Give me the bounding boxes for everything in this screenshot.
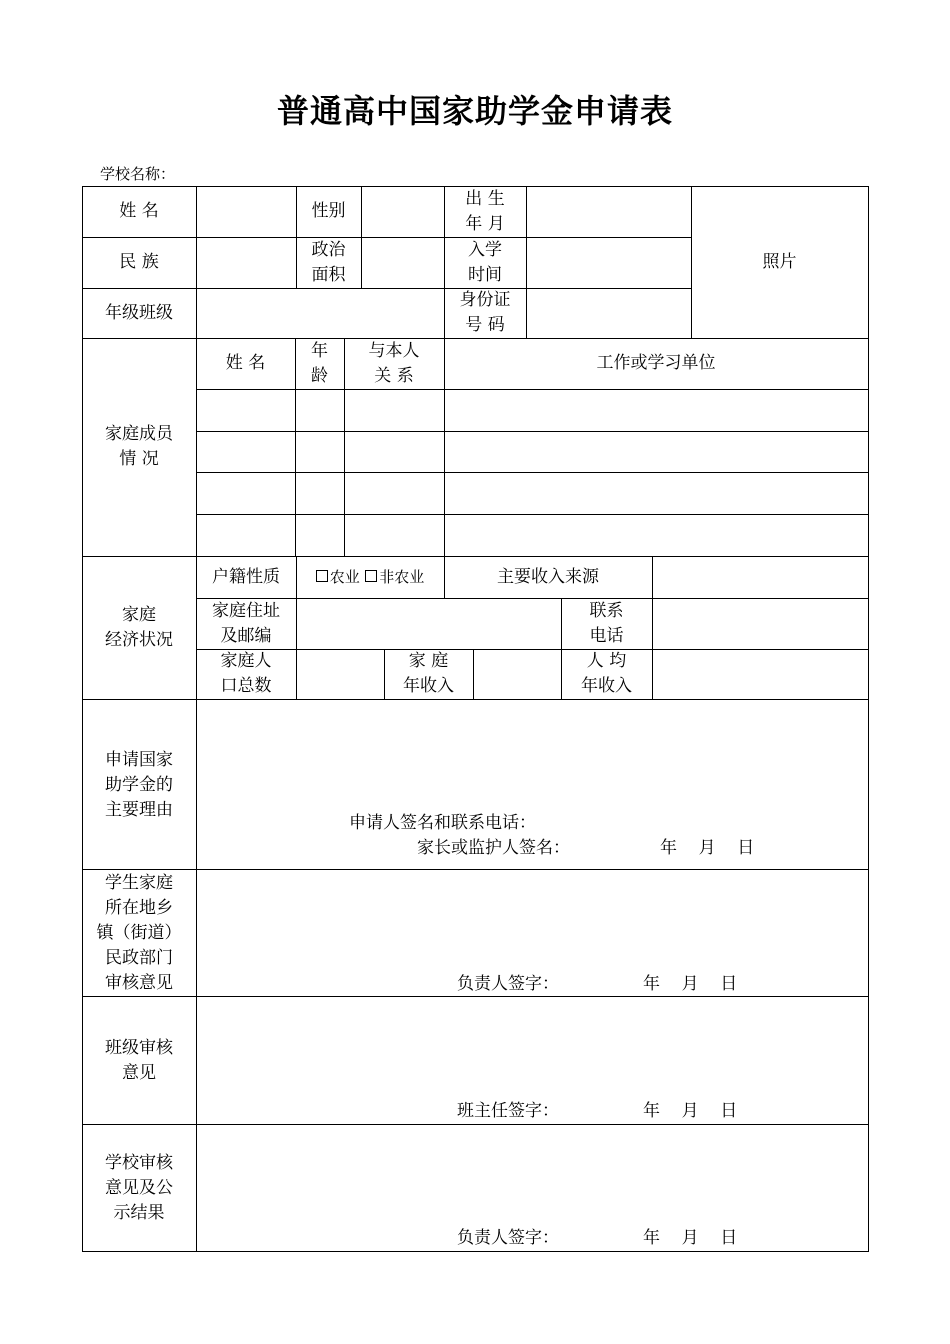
school-name-label: 学校名称：	[100, 165, 176, 183]
phone-label-line2: 电话	[589, 625, 624, 646]
reason-field[interactable]	[197, 700, 868, 800]
address-field[interactable]	[296, 598, 561, 649]
class-review-label-line2: 意见	[122, 1063, 156, 1083]
economy-section-label	[82, 556, 196, 699]
population-label-line2: 口总数	[220, 676, 272, 696]
birth-date-label-line1: 出 生	[465, 188, 505, 209]
hukou-option-nonagri[interactable]	[365, 565, 424, 590]
class-teacher-signature-label: 班主任签字：	[457, 1101, 559, 1121]
civil-label-line5: 审核意见	[105, 972, 173, 993]
school-signature-label: 负责人签字：	[457, 1228, 559, 1248]
birth-date-label-line2: 年 月	[465, 213, 505, 234]
per-capita-income-label	[561, 649, 652, 699]
gender-label: 性别	[311, 201, 346, 221]
per-capita-income-field[interactable]	[652, 649, 868, 699]
family-col-age	[295, 338, 344, 389]
ethnicity-field[interactable]	[196, 237, 296, 288]
annual-income-label-line1: 家 庭	[408, 651, 449, 671]
reason-label-line2: 助学金的	[105, 774, 173, 795]
address-label	[196, 598, 296, 649]
family-col-workplace: 工作或学习单位	[596, 353, 716, 373]
hukou-option-agri-label: 农业	[329, 567, 360, 586]
enrollment-date-label-line1: 入学	[468, 239, 502, 260]
school-review-label-line1: 学校审核	[105, 1152, 173, 1173]
hukou-label: 户籍性质	[212, 566, 280, 587]
family-rows	[196, 389, 868, 556]
id-number-label	[444, 288, 526, 338]
population-field[interactable]	[296, 649, 384, 699]
enrollment-date-field[interactable]	[526, 237, 691, 288]
hukou-option-agri[interactable]	[316, 565, 360, 590]
family-col-age-line1: 年	[311, 340, 328, 361]
civil-review-field[interactable]	[197, 870, 868, 965]
address-label-line2: 及邮编	[220, 625, 272, 646]
enrollment-date-label-line2: 时间	[468, 264, 502, 285]
ethnicity-label: 民 族	[119, 252, 159, 272]
enrollment-date-label	[444, 237, 526, 288]
id-number-label-line1: 身份证	[459, 290, 511, 310]
phone-field[interactable]	[652, 598, 868, 649]
phone-label-line1: 联系	[589, 600, 624, 621]
reason-label-line3: 主要理由	[105, 799, 173, 820]
school-review-label-line3: 示结果	[113, 1202, 165, 1223]
family-members-section-label	[82, 338, 196, 556]
table-row[interactable]	[196, 472, 868, 514]
annual-income-label	[384, 649, 473, 699]
political-status-field[interactable]	[361, 237, 444, 288]
hukou-options	[296, 556, 444, 598]
guardian-signature-label: 家长或监护人签名：	[417, 838, 570, 858]
family-col-age-line2: 龄	[311, 365, 328, 386]
id-number-field[interactable]	[526, 288, 691, 338]
checkbox-nonagri[interactable]	[365, 570, 377, 582]
civil-label-line1: 学生家庭	[105, 872, 173, 893]
per-capita-label-line2: 年收入	[581, 676, 632, 696]
address-label-line1: 家庭住址	[212, 600, 280, 621]
id-number-label-line2: 号 码	[465, 315, 505, 335]
income-source-field[interactable]	[652, 556, 868, 598]
family-members-label-line1: 家庭成员	[105, 424, 173, 444]
reason-section-label	[82, 740, 196, 830]
economy-label-line2: 经济状况	[105, 629, 173, 650]
political-status-label-line2: 面积	[311, 264, 346, 285]
civil-label-line4: 民政部门	[105, 947, 173, 968]
civil-signature-label: 负责人签字：	[457, 974, 559, 994]
phone-label	[561, 598, 652, 649]
political-status-label	[296, 237, 361, 288]
population-label-line1: 家庭人	[220, 651, 272, 671]
per-capita-label-line1: 人 均	[586, 651, 627, 671]
political-status-label-line1: 政治	[311, 239, 346, 260]
table-row[interactable]	[196, 514, 868, 556]
photo-box: 照片	[762, 251, 797, 272]
class-review-section-label	[82, 1036, 196, 1086]
class-review-label-line1: 班级审核	[105, 1038, 173, 1058]
annual-income-field[interactable]	[473, 649, 561, 699]
class-review-date: 年 月 日	[643, 1101, 738, 1121]
family-col-relation-line1: 与本人	[368, 340, 420, 361]
civil-label-line3: 镇（街道）	[96, 922, 182, 943]
family-col-relation	[344, 338, 444, 389]
income-source-label: 主要收入来源	[497, 566, 599, 587]
school-review-label-line2: 意见及公	[105, 1177, 173, 1198]
name-label: 姓 名	[119, 201, 159, 221]
grade-class-label: 年级班级	[105, 302, 173, 323]
table-row[interactable]	[196, 389, 868, 431]
birth-date-field[interactable]	[526, 186, 691, 237]
form-title: 普通高中国家助学金申请表	[276, 92, 673, 130]
name-field[interactable]	[196, 186, 296, 237]
civil-review-section-label	[82, 870, 196, 996]
grade-class-field[interactable]	[196, 288, 444, 338]
family-col-name: 姓 名	[225, 353, 266, 373]
civil-date: 年 月 日	[643, 974, 738, 994]
gender-field[interactable]	[361, 186, 444, 237]
school-review-date: 年 月 日	[643, 1228, 738, 1248]
civil-label-line2: 所在地乡	[105, 897, 173, 918]
school-review-section-label	[82, 1150, 196, 1226]
economy-label-line1: 家庭	[122, 604, 156, 625]
table-row[interactable]	[196, 431, 868, 472]
reason-label-line1: 申请国家	[105, 749, 173, 770]
family-members-label-line2: 情 况	[119, 449, 159, 469]
family-col-relation-line2: 关 系	[374, 365, 414, 386]
school-review-field[interactable]	[197, 1125, 868, 1220]
hukou-option-nonagri-label: 非农业	[379, 567, 425, 586]
annual-income-label-line2: 年收入	[403, 676, 454, 696]
class-review-field[interactable]	[197, 997, 868, 1092]
population-label	[196, 649, 296, 699]
birth-date-label	[444, 186, 526, 237]
checkbox-agri[interactable]	[316, 570, 328, 582]
reason-date: 年 月 日	[660, 838, 755, 858]
applicant-signature-label: 申请人签名和联系电话：	[349, 813, 536, 833]
